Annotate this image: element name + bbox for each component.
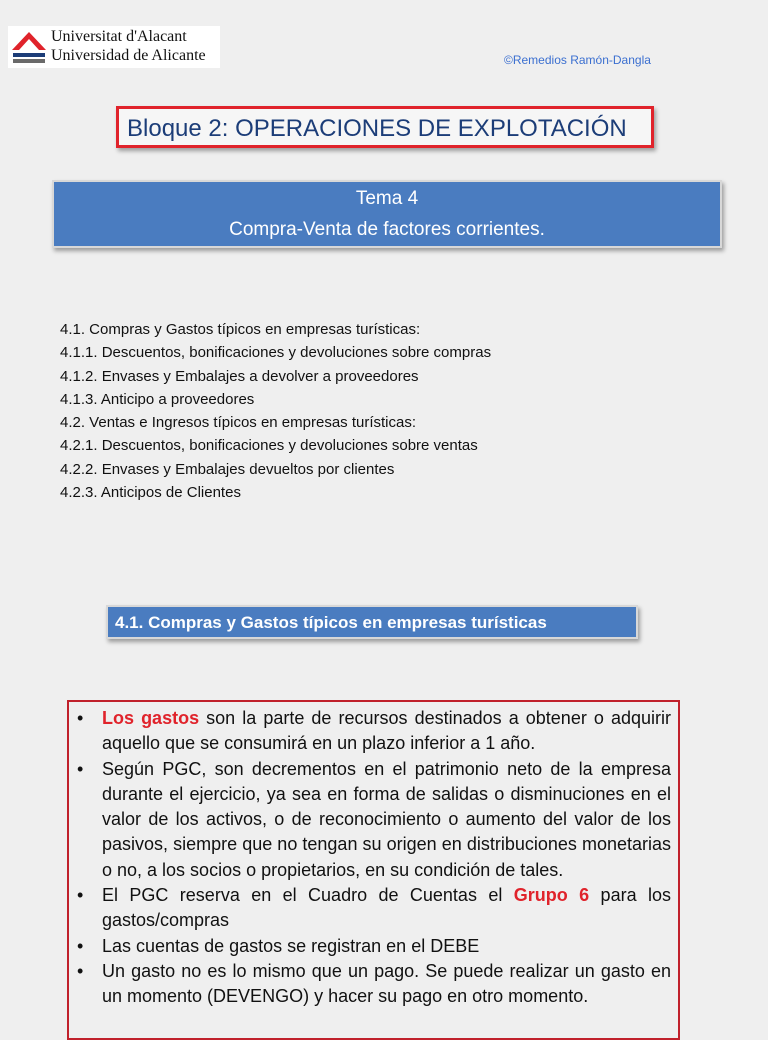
toc-item: 4.1.2. Envases y Embalajes a devolver a proveedores (60, 367, 419, 385)
toc-item: 4.2.1. Descuentos, bonificaciones y devoluciones sobre ventas (60, 437, 478, 455)
tema-number: Tema 4 (355, 188, 419, 209)
toc-item: 4.2.2. Envases y Embalajes devueltos por clientes (60, 460, 395, 478)
copyright-notice: ©Remedios Ramón-Dangla (504, 53, 651, 67)
bullet-list (69, 702, 678, 1010)
bullet-text: para los gastos/compras (102, 885, 671, 931)
section-heading (106, 605, 638, 639)
toc-item: 4.1.1. Descuentos, bonificaciones y devoluciones sobre compras (60, 344, 492, 362)
bullet-text: son la parte de recursos destinados a obtener o adquirir aquello que se consumirá en un plazo inferior a 1 año. (102, 708, 671, 754)
content-box (67, 700, 680, 1040)
highlight-text: Los gastos (102, 708, 200, 728)
toc-item: 4.2.3. Anticipos de Clientes (60, 484, 241, 502)
table-of-contents (60, 318, 491, 504)
university-logo-icon (10, 28, 48, 66)
logo-line-1: Universitat d'Alacant (51, 28, 187, 45)
bloque-title-box (116, 106, 654, 148)
toc-item: 4.1. Compras y Gastos típicos en empresas turísticas: (60, 321, 421, 338)
bullet-text: Un gasto no es lo mismo que un pago. Se puede realizar un gasto en un momento (DEVENGO) y hacer su pago en otro momento. (102, 960, 671, 1007)
bullet-text: El PGC reserva en el Cuadro de Cuentas el (102, 885, 514, 906)
highlight-text: Grupo 6 (513, 885, 590, 906)
bullet-item (102, 883, 671, 934)
tema-banner (52, 180, 722, 248)
bullet-item (102, 757, 671, 883)
bullet-item (102, 706, 671, 757)
toc-item: 4.2. Ventas e Ingresos típicos en empresas turísticas: (60, 414, 417, 432)
section-heading-text: 4.1. Compras y Gastos típicos en empresas turísticas (115, 613, 547, 632)
logo-line-2: Universidad de Alicante (51, 47, 206, 64)
bullet-item (102, 934, 671, 959)
toc-item: 4.1.3. Anticipo a proveedores (60, 390, 255, 408)
bullet-item (102, 959, 671, 1010)
university-logo (8, 26, 220, 68)
bloque-title: Bloque 2: OPERACIONES DE EXPLOTACIÓN (127, 115, 627, 142)
bullet-text: Según PGC, son decrementos en el patrimonio neto de la empresa durante el ejercicio, ya sea en forma de salidas o disminuciones en el valor de los activos, o de reconocimiento o aumento del valor de los pasivos, siempre que no tengan su origen en distribuciones monetarias o no, a los socios o propietarios, en su condición de tales. (102, 758, 671, 880)
bullet-text: Las cuentas de gastos se registran en el DEBE (102, 935, 480, 956)
tema-title: Compra-Venta de factores corrientes. (229, 219, 545, 240)
